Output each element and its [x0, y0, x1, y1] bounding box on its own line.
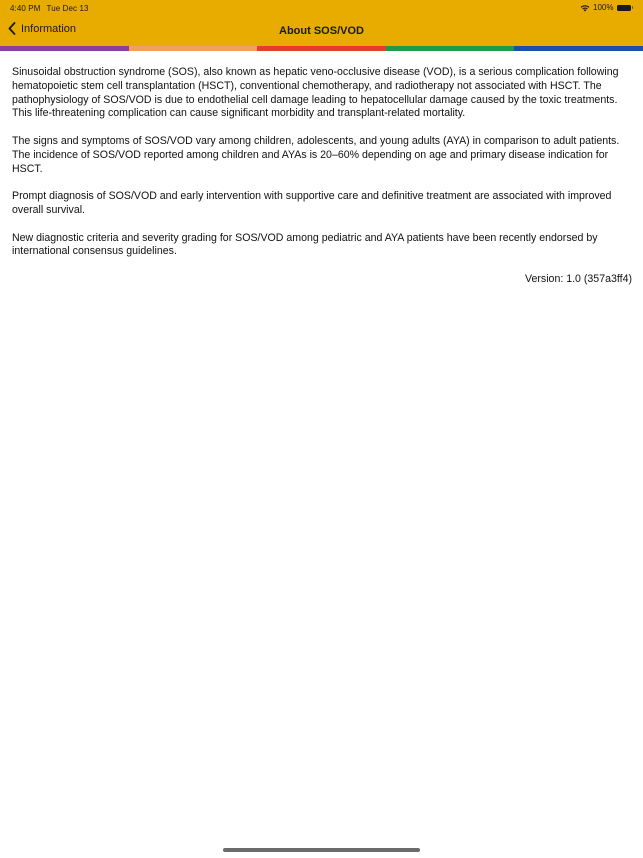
stripe-segment-orange: [129, 46, 258, 51]
wifi-icon: [580, 4, 590, 12]
stripe-segment-purple: [0, 46, 129, 51]
home-indicator[interactable]: [223, 848, 420, 852]
status-indicators: [580, 3, 633, 12]
stripe-segment-red: [257, 46, 386, 51]
status-date: Tue Dec 13: [46, 4, 89, 13]
page-title: About SOS/VOD: [279, 25, 364, 37]
status-time-date: [10, 4, 89, 13]
paragraph-diagnosis: Prompt diagnosis of SOS/VOD and early intervention with supportive care and definitive treatment are associated with improved overall survival.: [12, 190, 612, 216]
status-time: 4:40 PM: [10, 4, 41, 13]
back-button-label: Information: [21, 22, 77, 35]
version-label: Version: 1.0 (357a3ff4): [525, 272, 632, 285]
battery-icon: [617, 5, 634, 11]
stripe-segment-blue: [514, 46, 643, 51]
header: [0, 0, 643, 46]
status-bar: [0, 0, 643, 16]
paragraph-definition: Sinusoidal obstruction syndrome (SOS), also known as hepatic veno-occlusive disease (VOD), is a serious complication following hematopoietic stem cell transplantation (HSCT), conventional chemotherapy, and radiotherapy not associated with HSCT. The pathophysiology of SOS/VOD is due to endothelial cell damage leading to hepatocellular damage caused by the toxic treatments. This life-threatening complication can cause significant morbidity and transplant-related mortality.: [12, 66, 619, 120]
paragraph-symptoms: The signs and symptoms of SOS/VOD vary among children, adolescents, and young adults (AYA) in comparison to adult patients. The incidence of SOS/VOD reported among children and AYAs is 20–60% depending on age and primary disease indication for HSCT.: [12, 134, 620, 175]
stripe-segment-green: [386, 46, 515, 51]
color-stripe: [0, 46, 643, 51]
about-content: [12, 66, 632, 287]
navigation-bar: [0, 18, 643, 44]
battery-percent: 100%: [593, 3, 614, 12]
paragraph-criteria: New diagnostic criteria and severity grading for SOS/VOD among pediatric and AYA patients have been recently endorsed by international consensus guidelines.: [12, 231, 598, 258]
